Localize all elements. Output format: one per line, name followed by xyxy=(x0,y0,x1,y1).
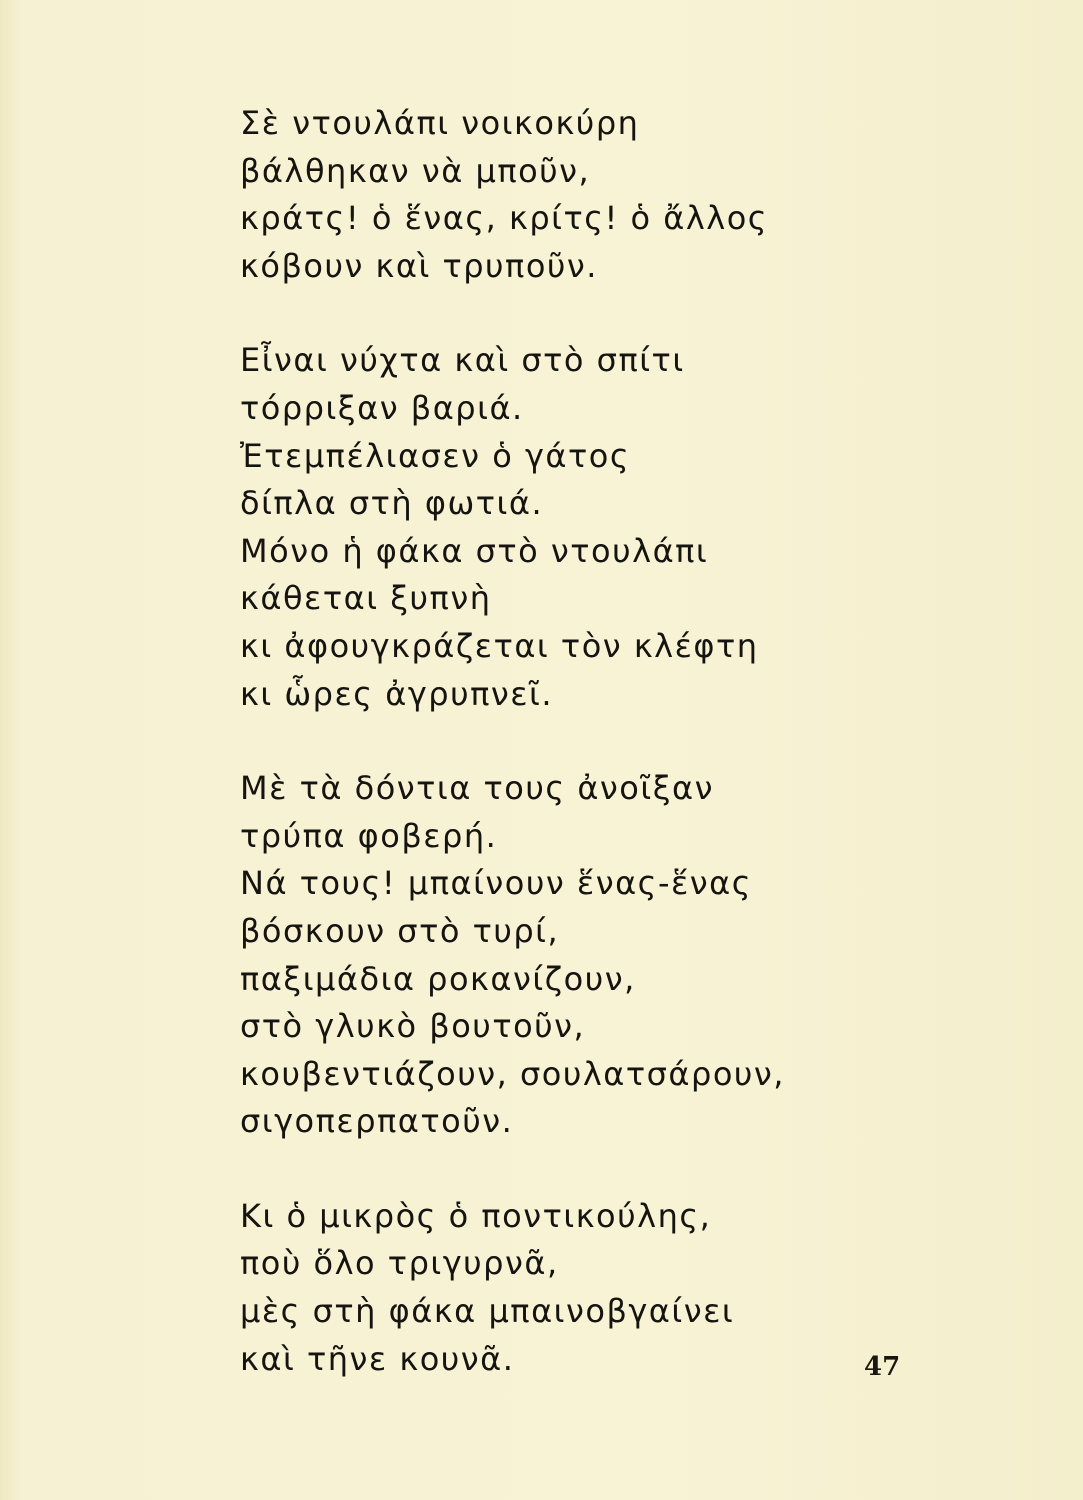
poem-line: καὶ τῆνε κουνᾶ. xyxy=(240,1339,515,1378)
poem-line: Σὲ ντουλάπι νοικοκύρη xyxy=(240,104,640,142)
poem-line: μὲς στὴ φάκα μπαινοβγαίνει xyxy=(240,1292,735,1331)
stanza-1 xyxy=(240,100,880,290)
poem-line: κράτς! ὁ ἕνας, κρίτς! ὁ ἄλλος xyxy=(240,199,769,238)
poem-line: κόβουν καὶ τρυποῦν. xyxy=(240,246,598,285)
poem-line: κι ὧρες ἀγρυπνεῖ. xyxy=(240,674,554,713)
poem-line: σιγοπερπατοῦν. xyxy=(240,1102,514,1141)
poem-line: κουβεντιάζουν, σουλατσάρουν, xyxy=(240,1054,785,1093)
poem-line: ποὺ ὅλο τριγυρνᾶ, xyxy=(240,1244,559,1283)
poem-line: δίπλα στὴ φωτιά. xyxy=(240,484,544,523)
stanza-4 xyxy=(240,1193,880,1383)
page-number: 47 xyxy=(864,1352,901,1382)
poem-line: Μόνο ἡ φάκα στὸ ντουλάπι xyxy=(240,531,709,570)
poem-line: στὸ γλυκὸ βουτοῦν, xyxy=(240,1007,586,1046)
poem xyxy=(240,100,880,1430)
poem-line: Μὲ τὰ δόντια τους ἀνοῖξαν xyxy=(240,769,714,808)
stanza-2 xyxy=(240,337,880,718)
poem-line: κάθεται ξυπνὴ xyxy=(240,579,492,618)
poem-line: Εἶναι νύχτα καὶ στὸ σπίτι xyxy=(240,341,685,380)
poem-line: βόσκουν στὸ τυρί, xyxy=(240,911,560,950)
poem-line: τρύπα φοβερή. xyxy=(240,816,498,855)
poem-line: κι ἀφουγκράζεται τὸν κλέφτη xyxy=(240,626,759,665)
stanza-3 xyxy=(240,765,880,1146)
poem-line: Νά τους! μπαίνουν ἕνας-ἕνας xyxy=(240,864,753,903)
poem-line: Ἐτεμπέλιασεν ὁ γάτος xyxy=(240,436,631,475)
poem-line: Κι ὁ μικρὸς ὁ ποντικούλης, xyxy=(240,1196,712,1235)
poem-line: παξιμάδια ροκανίζουν, xyxy=(240,959,636,998)
poem-line: τόρριξαν βαριά. xyxy=(240,388,524,427)
poem-line: βάλθηκαν νὰ μποῦν, xyxy=(240,151,591,190)
